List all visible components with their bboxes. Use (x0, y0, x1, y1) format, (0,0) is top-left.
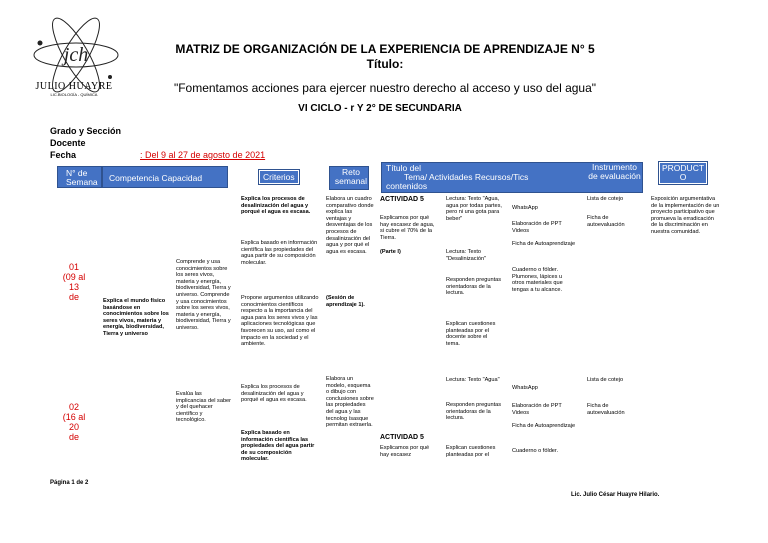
recurso-6: Responden preguntas orientadoras de la lectura. (446, 402, 502, 422)
instrumento-2: Ficha de autoevaluación (587, 215, 625, 228)
page-title: MATRIZ DE ORGANIZACIÓN DE LA EXPERIENCIA DE APRENDIZAJE N° 5 (175, 42, 595, 56)
criterio-3: Propone argumentos utilizando conocimientos científicos respecto a la importancia del agua para los seres vivos y las aplicaciones tecnológicas que favorecen su uso, así como el impacto en la sociedad y el ambiente. (241, 295, 319, 348)
recurso-7: Explican cuestiones planteadas por el (446, 445, 496, 458)
week-1: 01 (09 al 13 de (62, 262, 86, 302)
reto-1-session: (Sesión de aprendizaje 1). (326, 295, 365, 308)
tic-4: Cuaderno o fólder. Plumones, lápices u otros materiales que tengas a tu alcance. (512, 267, 563, 293)
actividad-2-title: ACTIVIDAD 5 (380, 434, 424, 441)
recurso-5: Lectura: Texto "Agua" (446, 377, 500, 383)
page-subtitle: Título: (366, 57, 404, 71)
logo-subtitle: LIC.BIOLOGÍA - QUÍMICA (50, 92, 98, 97)
header-contenidos: contenidos (386, 181, 428, 191)
docente-label: Docente (50, 138, 86, 148)
actividad-1-title: ACTIVIDAD 5 (380, 196, 424, 203)
header-titulo: Título del (386, 163, 421, 173)
producto-text: Exposición argumentativa de la implementación de un proyecto participativo que promueva la erradicación de la discriminación en nuestra comunidad. (651, 196, 720, 235)
tic-5: WhatsApp (512, 385, 538, 391)
criterio-2: Explica basado en información científica las propiedades del agua partir de su composición molecular. (241, 240, 318, 266)
header-competencia: Competencia Capacidad (102, 166, 228, 188)
experience-quote: "Fomentamos acciones para ejercer nuestro derecho al acceso y uso del agua" (173, 81, 597, 95)
header-criterios: Criterios (259, 170, 299, 184)
logo-name: JULIO HUAYRE (35, 81, 113, 92)
tic-3: Ficha de Autoaprendizaje (512, 241, 576, 247)
instrumento-3: Lista de cotejo (587, 377, 624, 383)
header-tema-block (381, 162, 643, 193)
capacidad-text: Comprende y usa conocimientos sobre los seres vivos, materia y energía, biodiversidad, Tierra y universo. Comprende y usa conocimientos sobre los seres vivos, materia y energía, biodiversidad, Tierra y universo. (176, 259, 231, 331)
recurso-1: Lectura: Texto "Agua, agua por todas partes, pero ni una gota para beber" (446, 196, 502, 222)
fecha-label: Fecha (50, 150, 77, 160)
header-reto: Reto semanal (329, 166, 369, 190)
ciclo-label: VI CICLO - r Y 2° DE SECUNDARIA (298, 103, 462, 114)
recurso-3: Responden preguntas orientadoras de la lectura. (446, 277, 502, 297)
recurso-2: Lectura: Texto "Desalinización" (446, 249, 487, 262)
criterio-4: Explica los procesos de desalinización del agua y porqué el agua es escasa. (241, 384, 307, 404)
week-2: 02 (16 al 20 de (62, 402, 86, 442)
header-semana: N° de Semana (57, 166, 102, 188)
grado-label: Grado y Sección (50, 126, 122, 136)
tic-2: Elaboración de PPT Videos (512, 221, 562, 234)
header-tema: Tema/ Actividades Recursos/Tics (404, 172, 529, 182)
header-instrumento: Instrumento de evaluación (588, 162, 641, 181)
instrumento-4: Ficha de autoevaluación (587, 403, 625, 416)
actividad-2-text: Explicamos por qué hay escasez (380, 445, 430, 458)
capacidad-2-text: Evalúa las implicancias del saber y del quehacer científico y tecnológico. (176, 391, 232, 424)
competencia-text: Explica el mundo físico basándose en conocimientos sobre los seres vivos, materia y energía, biodiversidad, Tierra y universo (103, 298, 169, 337)
actividad-1-text: Explicamos por qué hay escasez de agua, si cubre el 70% de la Tierra. (380, 215, 435, 241)
tic-8: Cuaderno o fólder. (512, 448, 559, 454)
criterio-1: Explica los procesos de desalinización del agua y porqué el agua es escasa. (241, 196, 311, 216)
instrumento-1: Lista de cotejo (587, 196, 624, 202)
tic-1: WhatsApp (512, 205, 538, 211)
header-producto: PRODUCT O (659, 162, 707, 184)
reto-2: Elabora un modelo, esquema o dibujo con conclusiones sobre las propiedades del agua y las tecnolog ísasque permitan extraerla. (326, 376, 374, 429)
reto-1: Elabora un cuadro comparativo donde explica las ventajas y desventajas de los procesos de desalinización del agua y por qué el agua es escasa. (326, 196, 374, 255)
tic-6: Elaboración de PPT Videos (512, 403, 562, 416)
actividad-1-parte: (Parte I) (380, 249, 401, 255)
logo-initials: jch (63, 44, 89, 66)
criterio-5: Explica basado en información científica las propiedades del agua partir de su composición molecular. (241, 430, 315, 463)
fecha-value: : Del 9 al 27 de agosto de 2021 (140, 150, 266, 160)
tic-7: Ficha de Autoaprendizaje (512, 423, 576, 429)
page-number: Página 1 de 2 (50, 480, 89, 486)
recurso-4: Explican cuestiones planteadas por el docente sobre el tema. (446, 321, 496, 347)
author-signature: Lic. Julio César Huayre Hilario. (571, 492, 660, 498)
